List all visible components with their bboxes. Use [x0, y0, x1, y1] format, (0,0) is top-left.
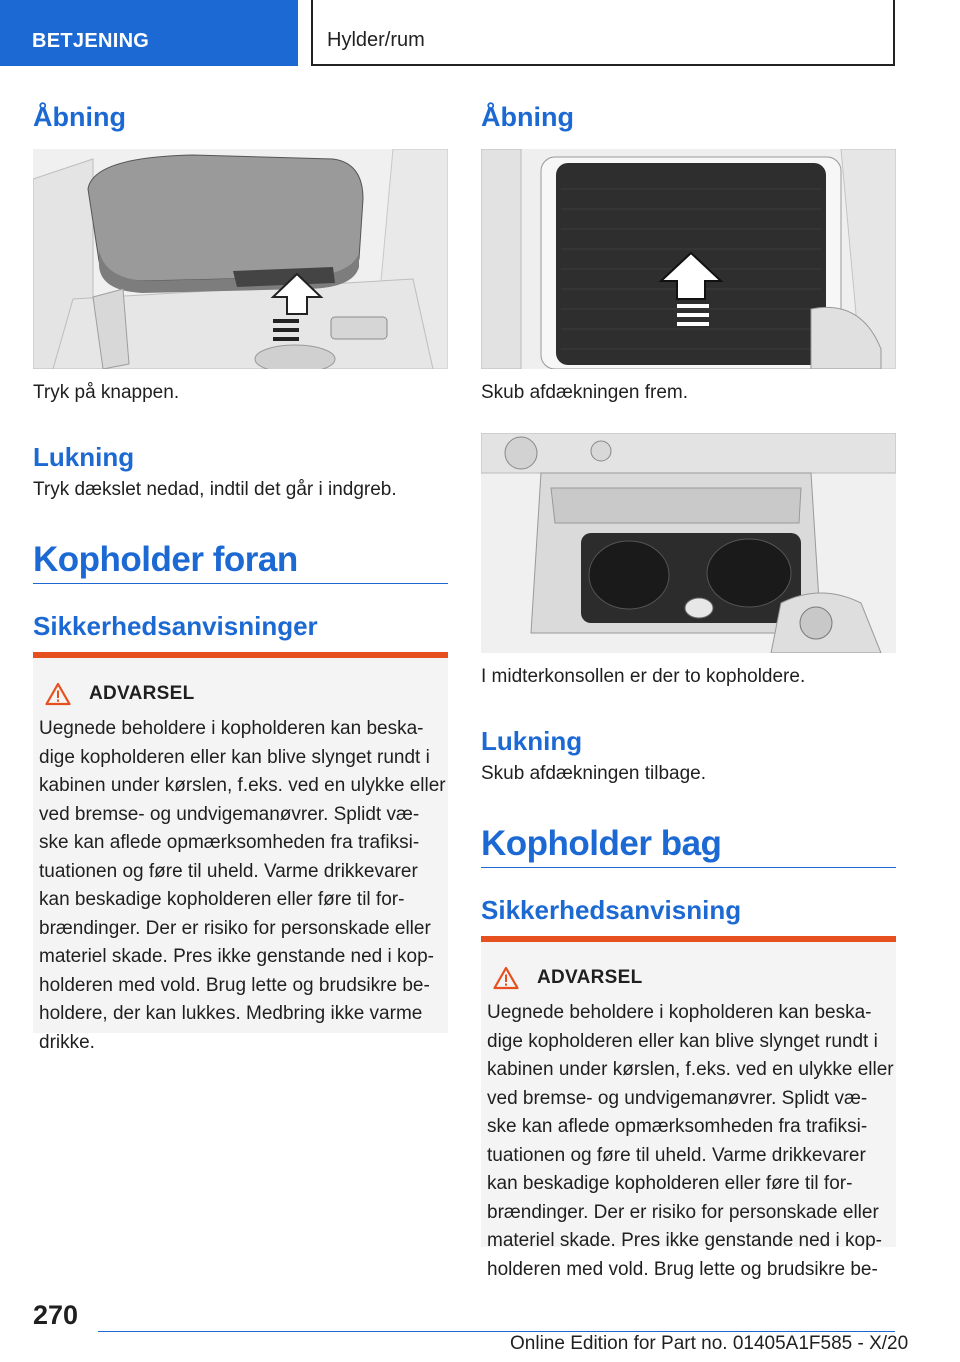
- warning-line: tuationen og føre til uheld. Varme drikkevarer: [487, 1144, 866, 1166]
- cupholder-illustration: [481, 433, 896, 653]
- warning-line: kabinen under kørslen, f.eks. ved en ulykke eller: [487, 1059, 894, 1080]
- footer-rule: [98, 1331, 895, 1332]
- right-opening-text: Skub afdækningen frem.: [481, 382, 689, 403]
- warning-line: ved bremse- og undvigemanøvrer. Splidt væ‐: [39, 803, 420, 825]
- right-cupholders-text: I midterkonsollen er der to kopholdere.: [481, 666, 806, 687]
- left-warning-header: [45, 682, 195, 706]
- header-section-label: BETJENING: [32, 30, 150, 52]
- page-number: 270: [33, 1300, 79, 1330]
- left-safety-heading: Sikkerhedsanvisninger: [33, 611, 318, 641]
- warning-line: brændinger. Der er risiko for personskade eller: [39, 917, 431, 939]
- warning-line: holderen med vold. Brug lette og brudsikre be‐: [39, 974, 430, 996]
- warning-line: holdere, der kan lukkes. Medbring ikke varme: [39, 1003, 423, 1024]
- armrest-drawing: [33, 149, 448, 369]
- warning-line: kabinen under kørslen, f.eks. ved en ulykke eller: [39, 775, 446, 796]
- left-warning-box: [33, 652, 448, 1053]
- warning-line: Uegnede beholdere i kopholderen kan beska‐: [39, 718, 424, 739]
- right-closing-text: Skub afdækningen tilbage.: [481, 763, 706, 784]
- cover-slide-illustration: [481, 149, 896, 369]
- left-opening-text: Tryk på knappen.: [33, 382, 180, 403]
- header-chapter-tab: [311, 0, 895, 66]
- warning-triangle-icon: [45, 682, 71, 706]
- right-warning-box: [481, 936, 896, 1280]
- cover-slide-drawing: [481, 149, 896, 369]
- left-section-title: Kopholder foran: [33, 540, 298, 579]
- left-closing-text: Tryk dækslet nedad, indtil det går i indgreb.: [33, 479, 397, 500]
- left-warning-text: [39, 715, 446, 1057]
- right-safety-heading: Sikkerhedsanvisning: [481, 895, 742, 925]
- warning-line: drikke.: [39, 1031, 95, 1053]
- left-section-rule: [33, 583, 448, 584]
- warning-line: tuationen og føre til uheld. Varme drikkevarer: [39, 860, 418, 882]
- right-opening-heading: Åbning: [481, 102, 574, 132]
- footer-edition: Online Edition for Part no. 01405A1F585 - X/20: [510, 1333, 909, 1354]
- warning-line: ved bremse- og undvigemanøvrer. Splidt væ‐: [487, 1087, 868, 1109]
- warning-line: kan beskadige kopholderen eller føre til for‐: [39, 889, 405, 910]
- right-section-rule: [481, 867, 896, 868]
- right-closing-heading: Lukning: [481, 726, 583, 756]
- left-warning-title: ADVARSEL: [89, 683, 195, 704]
- warning-line: dige kopholderen eller kan blive slynget rundt i: [487, 1030, 878, 1052]
- left-opening-heading: Åbning: [33, 102, 126, 132]
- warning-line: brændinger. Der er risiko for personskade eller: [487, 1201, 879, 1223]
- warning-line: holderen med vold. Brug lette og brudsikre be‐: [487, 1258, 878, 1280]
- warning-line: ske kan aflede opmærksomheden fra trafiksi‐: [39, 832, 420, 853]
- armrest-illustration: [33, 149, 448, 369]
- header-chapter-label: Hylder/rum: [327, 29, 425, 51]
- cupholder-drawing: [481, 433, 896, 653]
- warning-line: dige kopholderen eller kan blive slynget rundt i: [39, 746, 430, 768]
- right-section-title: Kopholder bag: [481, 824, 722, 863]
- right-warning-text: [487, 999, 894, 1284]
- warning-line: materiel skade. Pres ikke genstande ned i kop‐: [39, 946, 434, 967]
- header-section-tab: [0, 0, 298, 66]
- warning-line: kan beskadige kopholderen eller føre til for‐: [487, 1173, 853, 1194]
- warning-line: Uegnede beholdere i kopholderen kan beska‐: [487, 1002, 872, 1023]
- warning-line: materiel skade. Pres ikke genstande ned i kop‐: [487, 1230, 882, 1251]
- left-closing-heading: Lukning: [33, 442, 135, 472]
- right-warning-header: [493, 966, 643, 990]
- right-warning-title: ADVARSEL: [537, 967, 643, 988]
- warning-triangle-icon: [493, 966, 519, 990]
- warning-line: ske kan aflede opmærksomheden fra trafiksi‐: [487, 1116, 868, 1137]
